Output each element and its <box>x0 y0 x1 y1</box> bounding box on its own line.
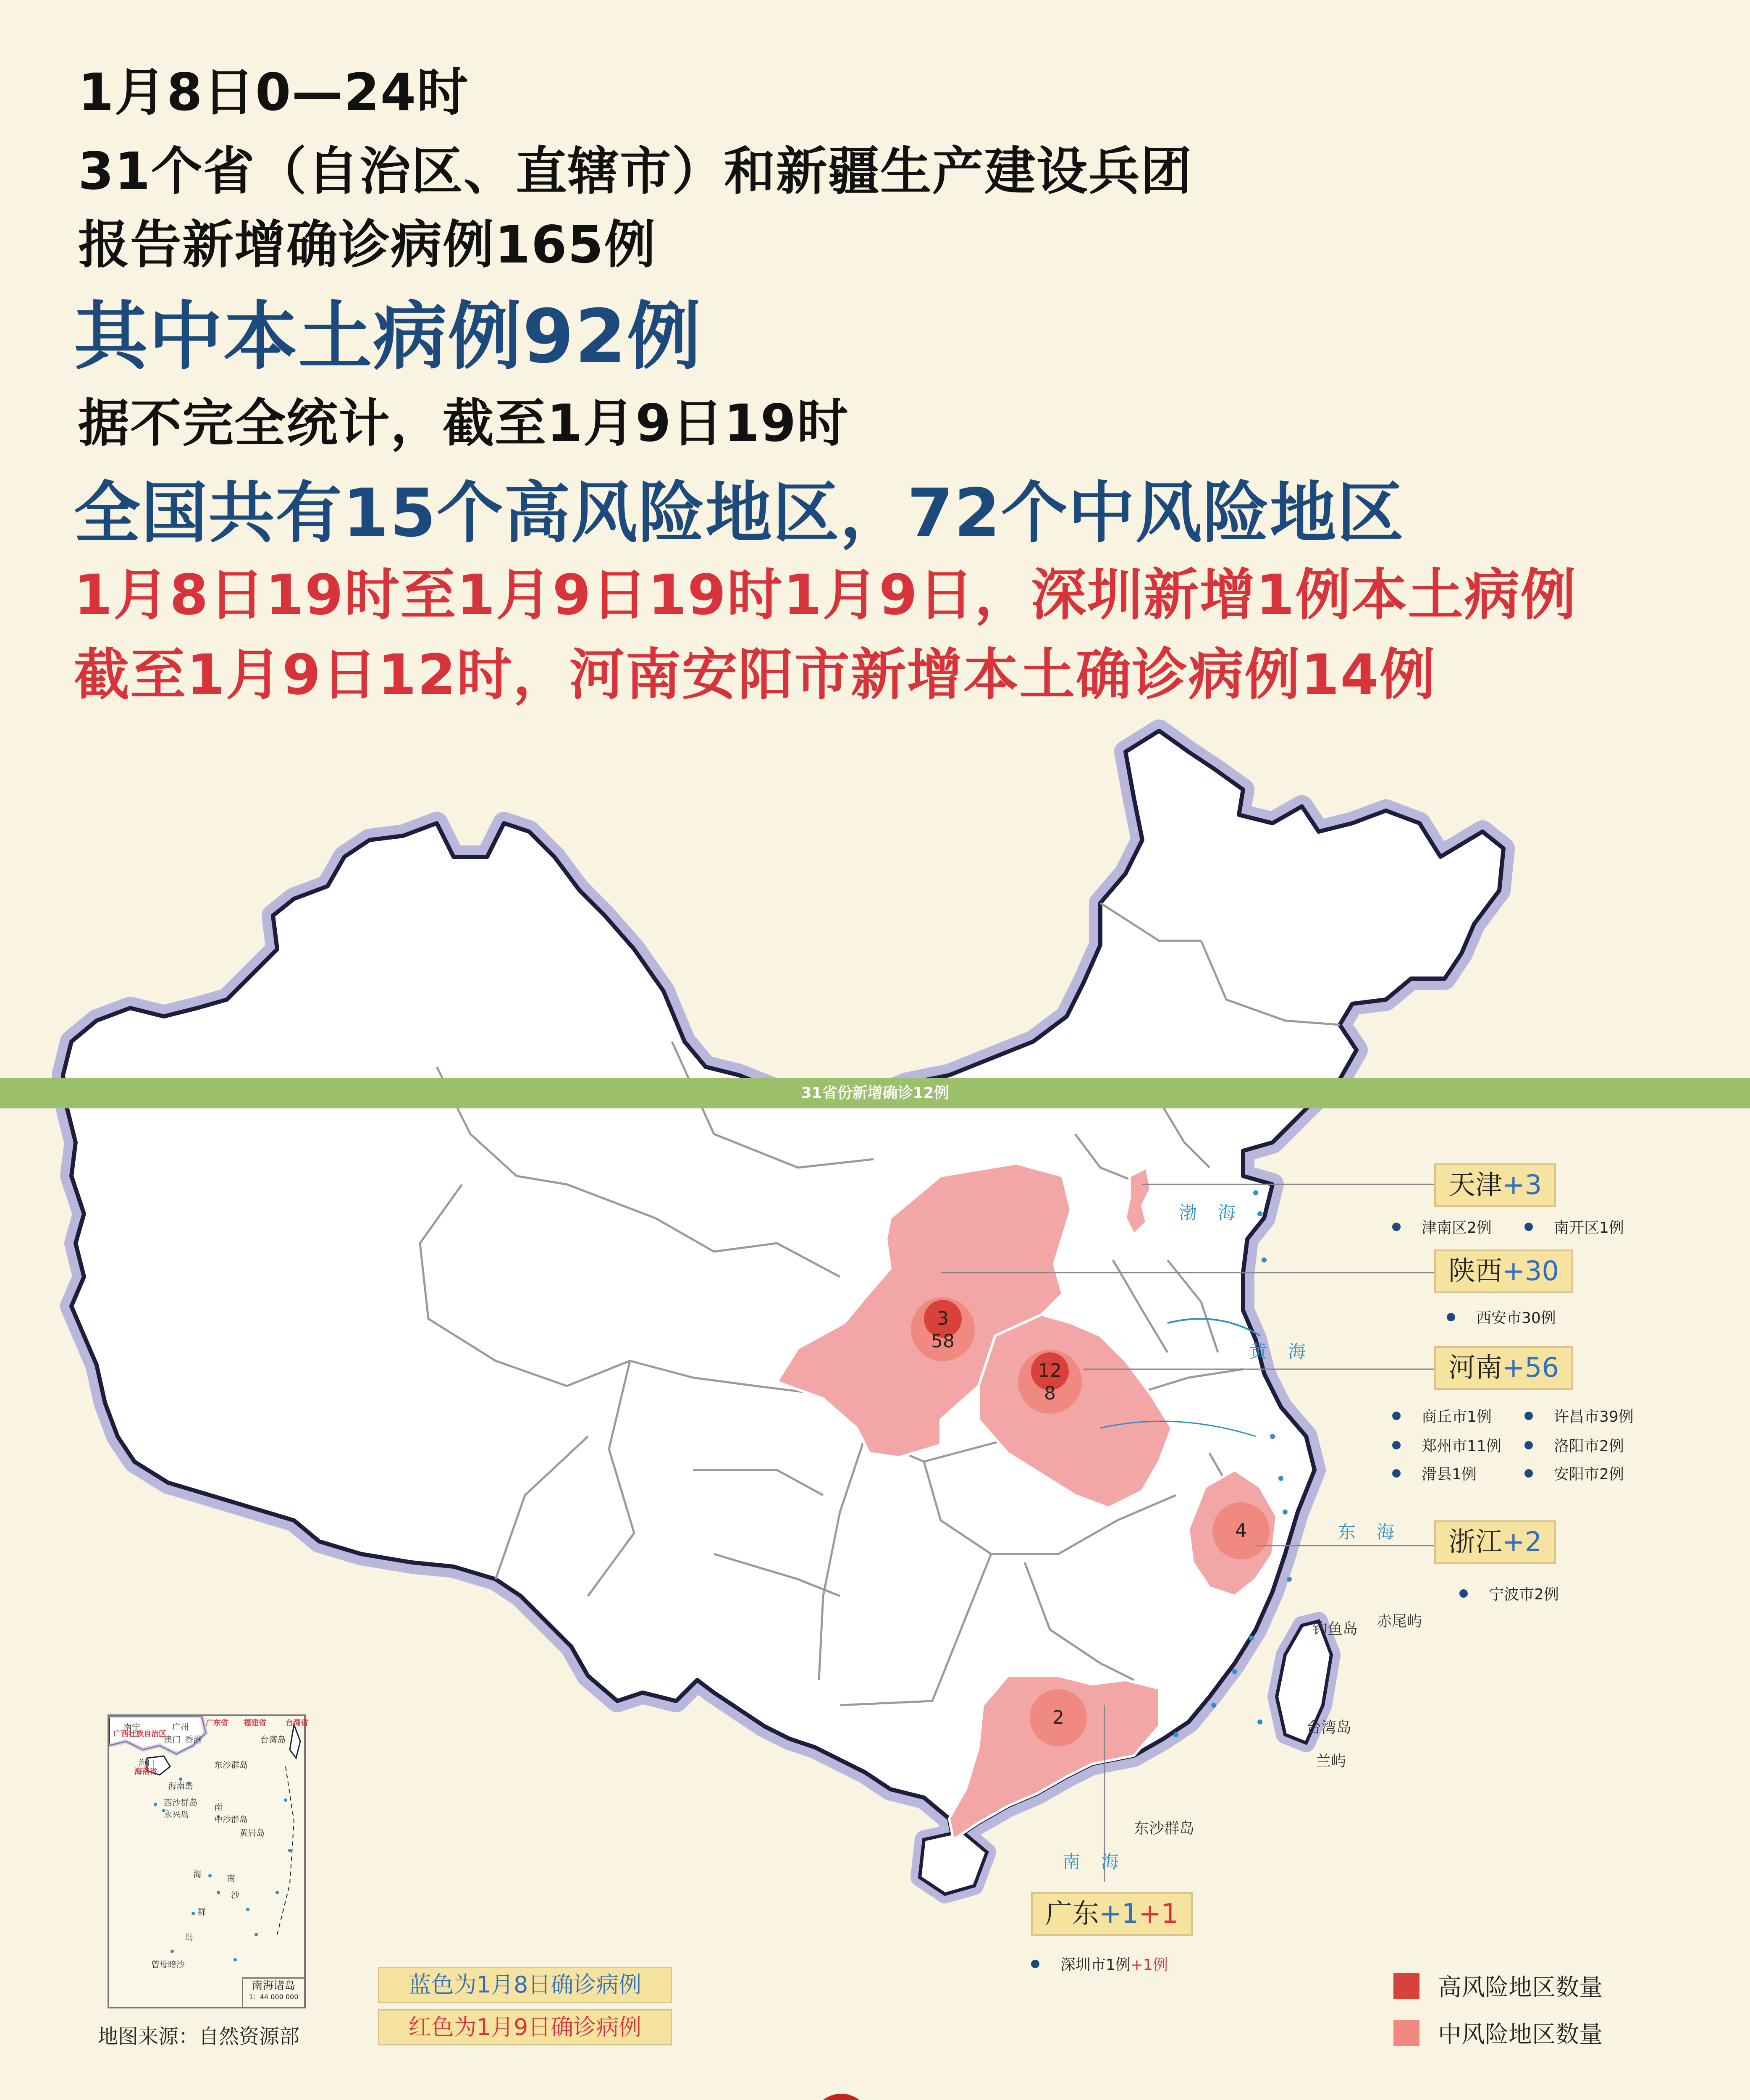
inset-label: 东沙群岛 <box>214 1760 248 1770</box>
island-label-lanyu: 兰屿 <box>1316 1753 1346 1770</box>
city-item: 洛阳市2例 <box>1524 1434 1624 1456</box>
note-blue-date: 蓝色为1月8日确诊病例 <box>378 1967 672 2003</box>
legend-mid-risk: 中风险地区数量 <box>1393 2016 1603 2050</box>
henan-mid-count: 8 <box>1044 1383 1056 1404</box>
bullet-icon <box>1031 1960 1039 1968</box>
zhejiang-mid-count: 4 <box>1235 1520 1247 1541</box>
sea-label-bohai: 渤海 <box>1179 1202 1257 1223</box>
island-label-taiwan: 台湾岛 <box>1306 1719 1352 1736</box>
province-count-blue: +1 <box>1099 1898 1139 1929</box>
logo-name <box>877 2092 1003 2100</box>
inset-red-label: 海南省 <box>134 1767 157 1776</box>
inset-red-label: 台湾省 <box>286 1719 308 1727</box>
inset-red-label: 广东省 <box>206 1719 228 1727</box>
inset-label: 南 <box>227 1873 235 1883</box>
henan-high-count: 12 <box>1038 1360 1062 1381</box>
inset-label: 南 <box>214 1802 223 1812</box>
headline-date: 1月8日0—24时 <box>78 63 469 122</box>
inset-label: 澳门 <box>164 1735 181 1745</box>
city-item: 南开区1例 <box>1524 1216 1624 1237</box>
inset-caption: 南海诸岛 1：44 000 000 <box>242 1977 304 2007</box>
province-name: 浙江 <box>1448 1527 1502 1558</box>
bullet-icon <box>1392 1223 1401 1231</box>
bullet-icon <box>1524 1469 1533 1478</box>
city-item: 许昌市39例 <box>1524 1405 1634 1426</box>
inset-label: 台湾岛 <box>260 1735 286 1745</box>
bullet-icon <box>1392 1441 1401 1449</box>
province-count-blue: +2 <box>1502 1527 1542 1558</box>
guangdong-mid-count: 2 <box>1052 1707 1064 1728</box>
province-box-henan <box>1434 1346 1573 1390</box>
island-label-dongsha: 东沙群岛 <box>1134 1820 1195 1837</box>
province-count-blue: +30 <box>1502 1256 1559 1287</box>
province-box-shaanxi <box>1434 1250 1573 1293</box>
bullet-icon <box>1459 1589 1468 1598</box>
sea-label-nanhai: 南海 <box>1063 1851 1140 1872</box>
province-name: 天津 <box>1448 1170 1502 1201</box>
inset-label: 海 <box>193 1869 202 1879</box>
note-red-date: 红色为1月9日确诊病例 <box>378 2009 672 2045</box>
city-item: 滑县1例 <box>1392 1462 1477 1484</box>
province-box-zhejiang <box>1434 1520 1556 1564</box>
inset-label: 群 <box>197 1907 206 1917</box>
inset-label: 广州 <box>172 1722 189 1732</box>
inset-label: 中沙群岛 <box>214 1814 248 1824</box>
bullet-icon <box>1392 1469 1401 1478</box>
inset-label: 西沙群岛 <box>164 1798 197 1808</box>
city-item: 西安市30例 <box>1447 1306 1556 1328</box>
city-item: 宁波市2例 <box>1459 1583 1559 1604</box>
inset-label: 岛 <box>185 1932 193 1942</box>
island-label-chiwei: 赤尾屿 <box>1377 1613 1422 1630</box>
headline-provinces: 31个省（自治区、直辖市）和新疆生产建设兵团 <box>78 142 1193 201</box>
city-item: 深圳市1例 +1例 <box>1031 1953 1168 1974</box>
province-name: 河南 <box>1448 1352 1502 1383</box>
bullet-icon <box>1524 1441 1533 1449</box>
city-item: 商丘市1例 <box>1392 1405 1492 1426</box>
province-count-red: +1 <box>1139 1898 1178 1929</box>
city-item: 安阳市2例 <box>1524 1462 1624 1484</box>
headline-new-cases: 报告新增确诊病例165例 <box>78 215 656 275</box>
province-box-guangdong <box>1031 1892 1193 1936</box>
bullet-icon <box>1447 1313 1455 1321</box>
headline-shenzhen: 1月8日19时至1月9日19时1月9日，深圳新增1例本土病例 <box>74 563 1577 627</box>
province-name: 陕西 <box>1448 1256 1502 1287</box>
province-count-blue: +56 <box>1502 1352 1559 1383</box>
province-box-tianjin <box>1434 1163 1556 1207</box>
city-item: 郑州市11例 <box>1392 1434 1501 1456</box>
legend-high-risk: 高风险地区数量 <box>1393 1969 1603 2003</box>
city-item: 津南区2例 <box>1392 1216 1492 1237</box>
south-china-sea-inset <box>108 1714 306 2008</box>
title-banner <box>0 1078 1750 1108</box>
island-label-diaoyu: 钓鱼岛 <box>1312 1620 1358 1638</box>
inset-label: 曾母暗沙 <box>151 1959 185 1969</box>
inset-label: 黄岩岛 <box>239 1828 265 1838</box>
inset-label: 海南岛 <box>168 1781 193 1791</box>
sea-label-donghai: 东海 <box>1338 1522 1416 1542</box>
banner-text: 31省份新增确诊12例 <box>801 1084 949 1102</box>
map-source: 地图来源：自然资源部 <box>98 2025 300 2048</box>
province-count-blue: +3 <box>1502 1170 1542 1201</box>
headline-anyang: 截至1月9日12时，河南安阳市新增本土确诊病例14例 <box>74 643 1436 707</box>
huanqiu-logo-icon <box>810 2092 873 2100</box>
huanqiu-logo <box>810 2087 1020 2100</box>
inset-red-label: 广西壮族自治区 <box>113 1730 166 1738</box>
shaanxi-mid-count: 58 <box>931 1331 955 1352</box>
headline-risk-areas: 全国共有15个高风险地区，72个中风险地区 <box>74 475 1404 552</box>
high-risk-swatch <box>1393 1973 1419 1999</box>
inset-label: 沙 <box>231 1890 239 1900</box>
inset-label: 南宁 <box>123 1722 140 1732</box>
bullet-icon <box>1524 1223 1533 1231</box>
inset-red-label: 福建省 <box>244 1719 266 1727</box>
headline-stats-time: 据不完全统计，截至1月9日19时 <box>78 394 849 453</box>
headline-local-cases: 其中本土病例92例 <box>74 294 702 380</box>
inset-label: 永兴岛 <box>164 1809 189 1819</box>
inset-label: 海口 <box>139 1758 155 1768</box>
sea-label-huanghai: 黄海 <box>1249 1341 1327 1362</box>
bullet-icon <box>1392 1412 1401 1420</box>
inset-label: 香港 <box>185 1735 202 1745</box>
mid-risk-swatch <box>1393 2020 1419 2046</box>
bullet-icon <box>1524 1412 1533 1420</box>
shaanxi-high-count: 3 <box>937 1308 949 1329</box>
province-name: 广东 <box>1045 1898 1099 1929</box>
